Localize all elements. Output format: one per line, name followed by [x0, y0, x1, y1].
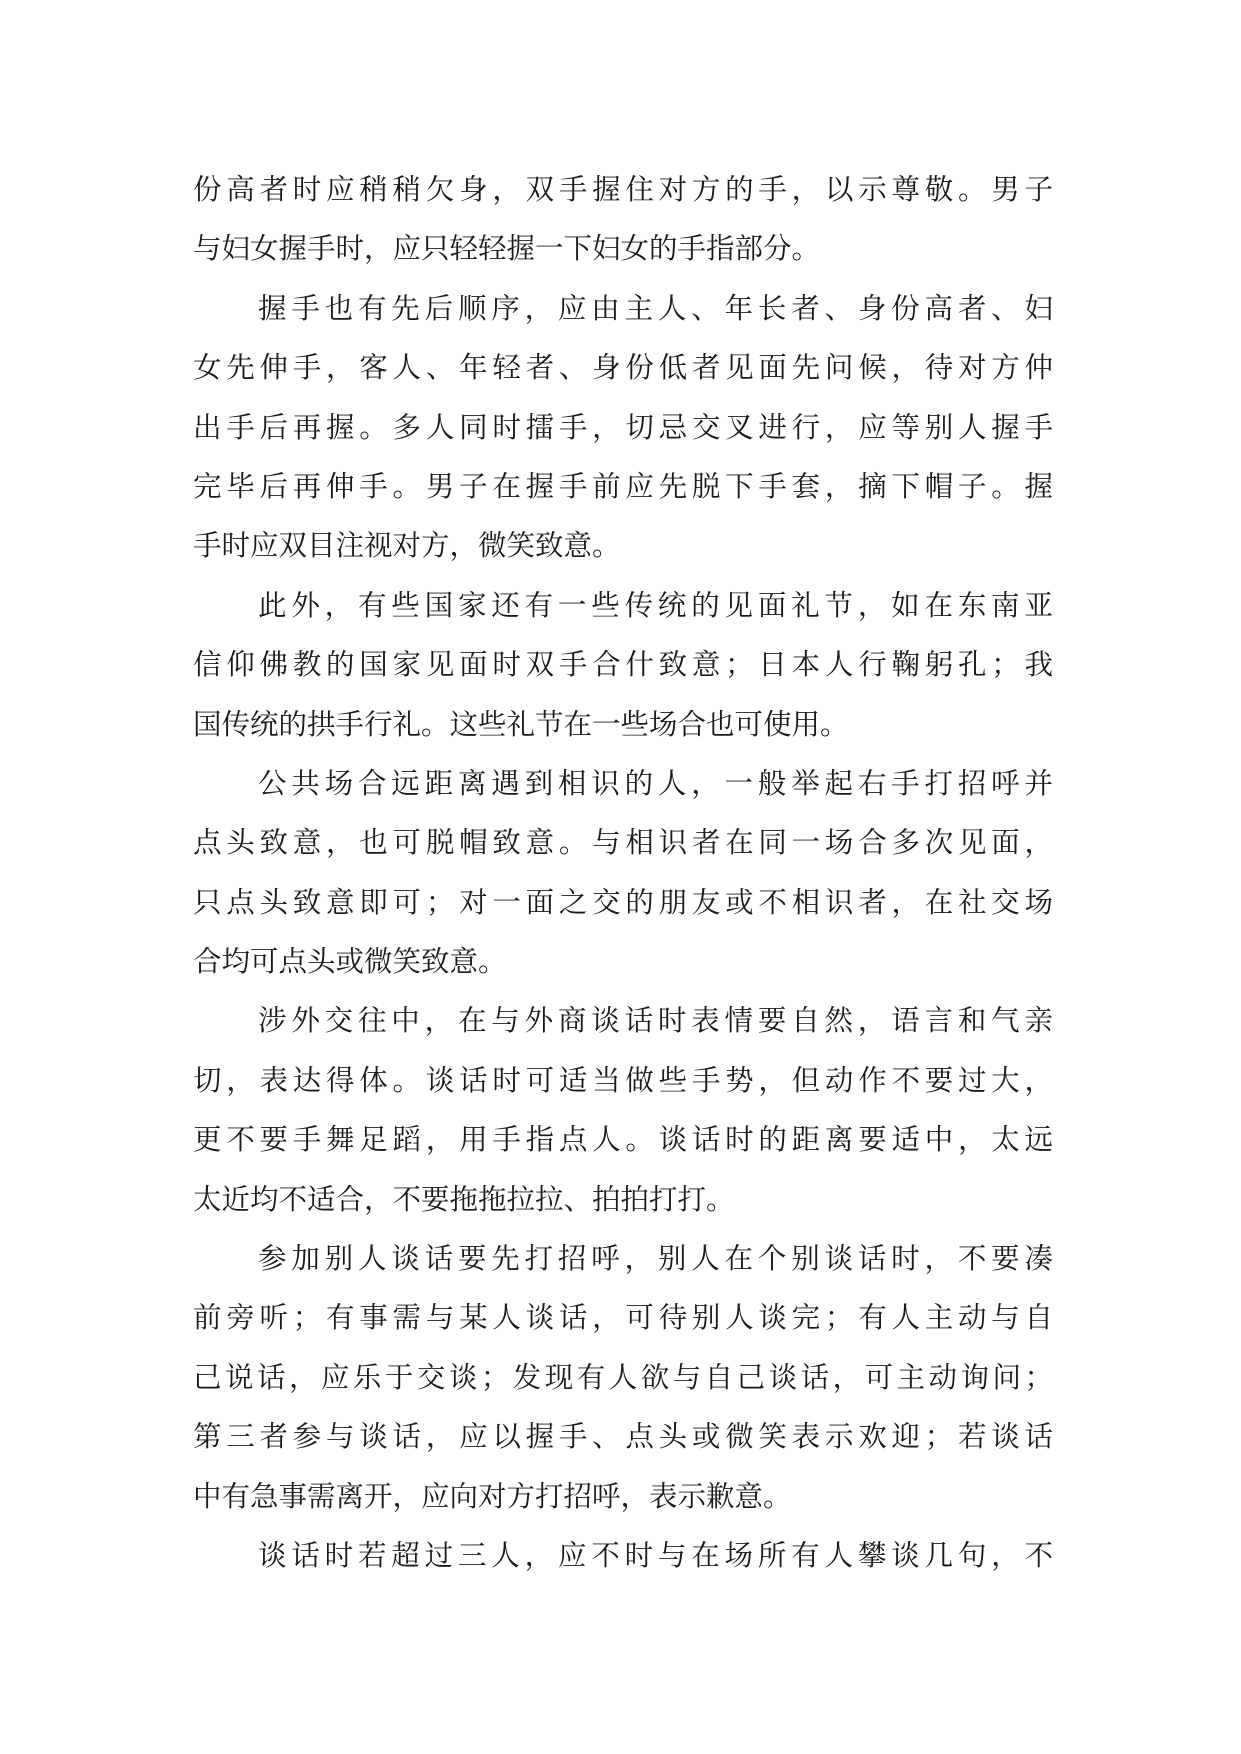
paragraph: [193, 576, 1053, 754]
paragraph: [193, 1526, 1053, 1585]
paragraph: [193, 160, 1053, 279]
document-body: [193, 160, 1053, 1585]
text-line: 手时应双目注视对方，微笑致意。: [193, 529, 621, 563]
text-line: 只点头致意即可；对一面之交的朋友或不相识者，在社交场: [193, 885, 1053, 919]
text-line: 更不要手舞足蹈，用手指点人。谈话时的距离要适中，太远: [193, 1123, 1053, 1157]
text-line: 与妇女握手时，应只轻轻握一下妇女的手指部分。: [193, 232, 821, 266]
text-line: 涉外交往中，在与外商谈话时表情要自然，语言和气亲: [258, 1004, 1053, 1038]
text-line: 参加别人谈话要先打招呼，别人在个别谈话时，不要凑: [258, 1242, 1053, 1276]
paragraph: [193, 754, 1053, 992]
text-line: 公共场合远距离遇到相识的人，一般举起右手打招呼并: [258, 766, 1053, 800]
text-line: 合均可点头或微笑致意。: [193, 945, 507, 979]
paragraph: [193, 991, 1053, 1229]
text-line: 谈话时若超过三人，应不时与在场所有人攀谈几句，不: [258, 1538, 1053, 1572]
text-line: 第三者参与谈话，应以握手、点头或微笑表示欢迎；若谈话: [193, 1420, 1053, 1454]
text-line: 前旁听；有事需与某人谈话，可待别人谈完；有人主动与自: [193, 1301, 1053, 1335]
text-line: 点头致意，也可脱帽致意。与相识者在同一场合多次见面，: [193, 826, 1053, 860]
text-line: 信仰佛教的国家见面时双手合什致意；日本人行鞠躬孔；我: [193, 648, 1053, 682]
text-line: 此外，有些国家还有一些传统的见面礼节，如在东南亚: [258, 588, 1053, 622]
paragraph: [193, 279, 1053, 576]
text-line: 中有急事需离开，应向对方打招呼，表示歉意。: [193, 1479, 792, 1513]
text-line: 握手也有先后顺序，应由主人、年长者、身份高者、妇: [258, 291, 1053, 325]
text-line: 出手后再握。多人同时擂手，切忌交叉进行，应等别人握手: [193, 410, 1053, 444]
text-line: 份高者时应稍稍欠身，双手握住对方的手，以示尊敬。男子: [193, 173, 1053, 206]
text-line: 己说话，应乐于交谈；发现有人欲与自己谈话，可主动询问；: [193, 1360, 1053, 1394]
text-line: 太近均不适合，不要拖拖拉拉、拍拍打打。: [193, 1182, 735, 1216]
text-line: 完毕后再伸手。男子在握手前应先脱下手套，摘下帽子。握: [193, 469, 1053, 503]
text-line: 国传统的拱手行礼。这些礼节在一些场合也可使用。: [193, 707, 849, 741]
text-line: 女先伸手，客人、年轻者、身份低者见面先问候，待对方仲: [193, 351, 1053, 385]
paragraph: [193, 1229, 1053, 1526]
text-line: 切，表达得体。谈话时可适当做些手势，但动作不要过大，: [193, 1063, 1053, 1097]
